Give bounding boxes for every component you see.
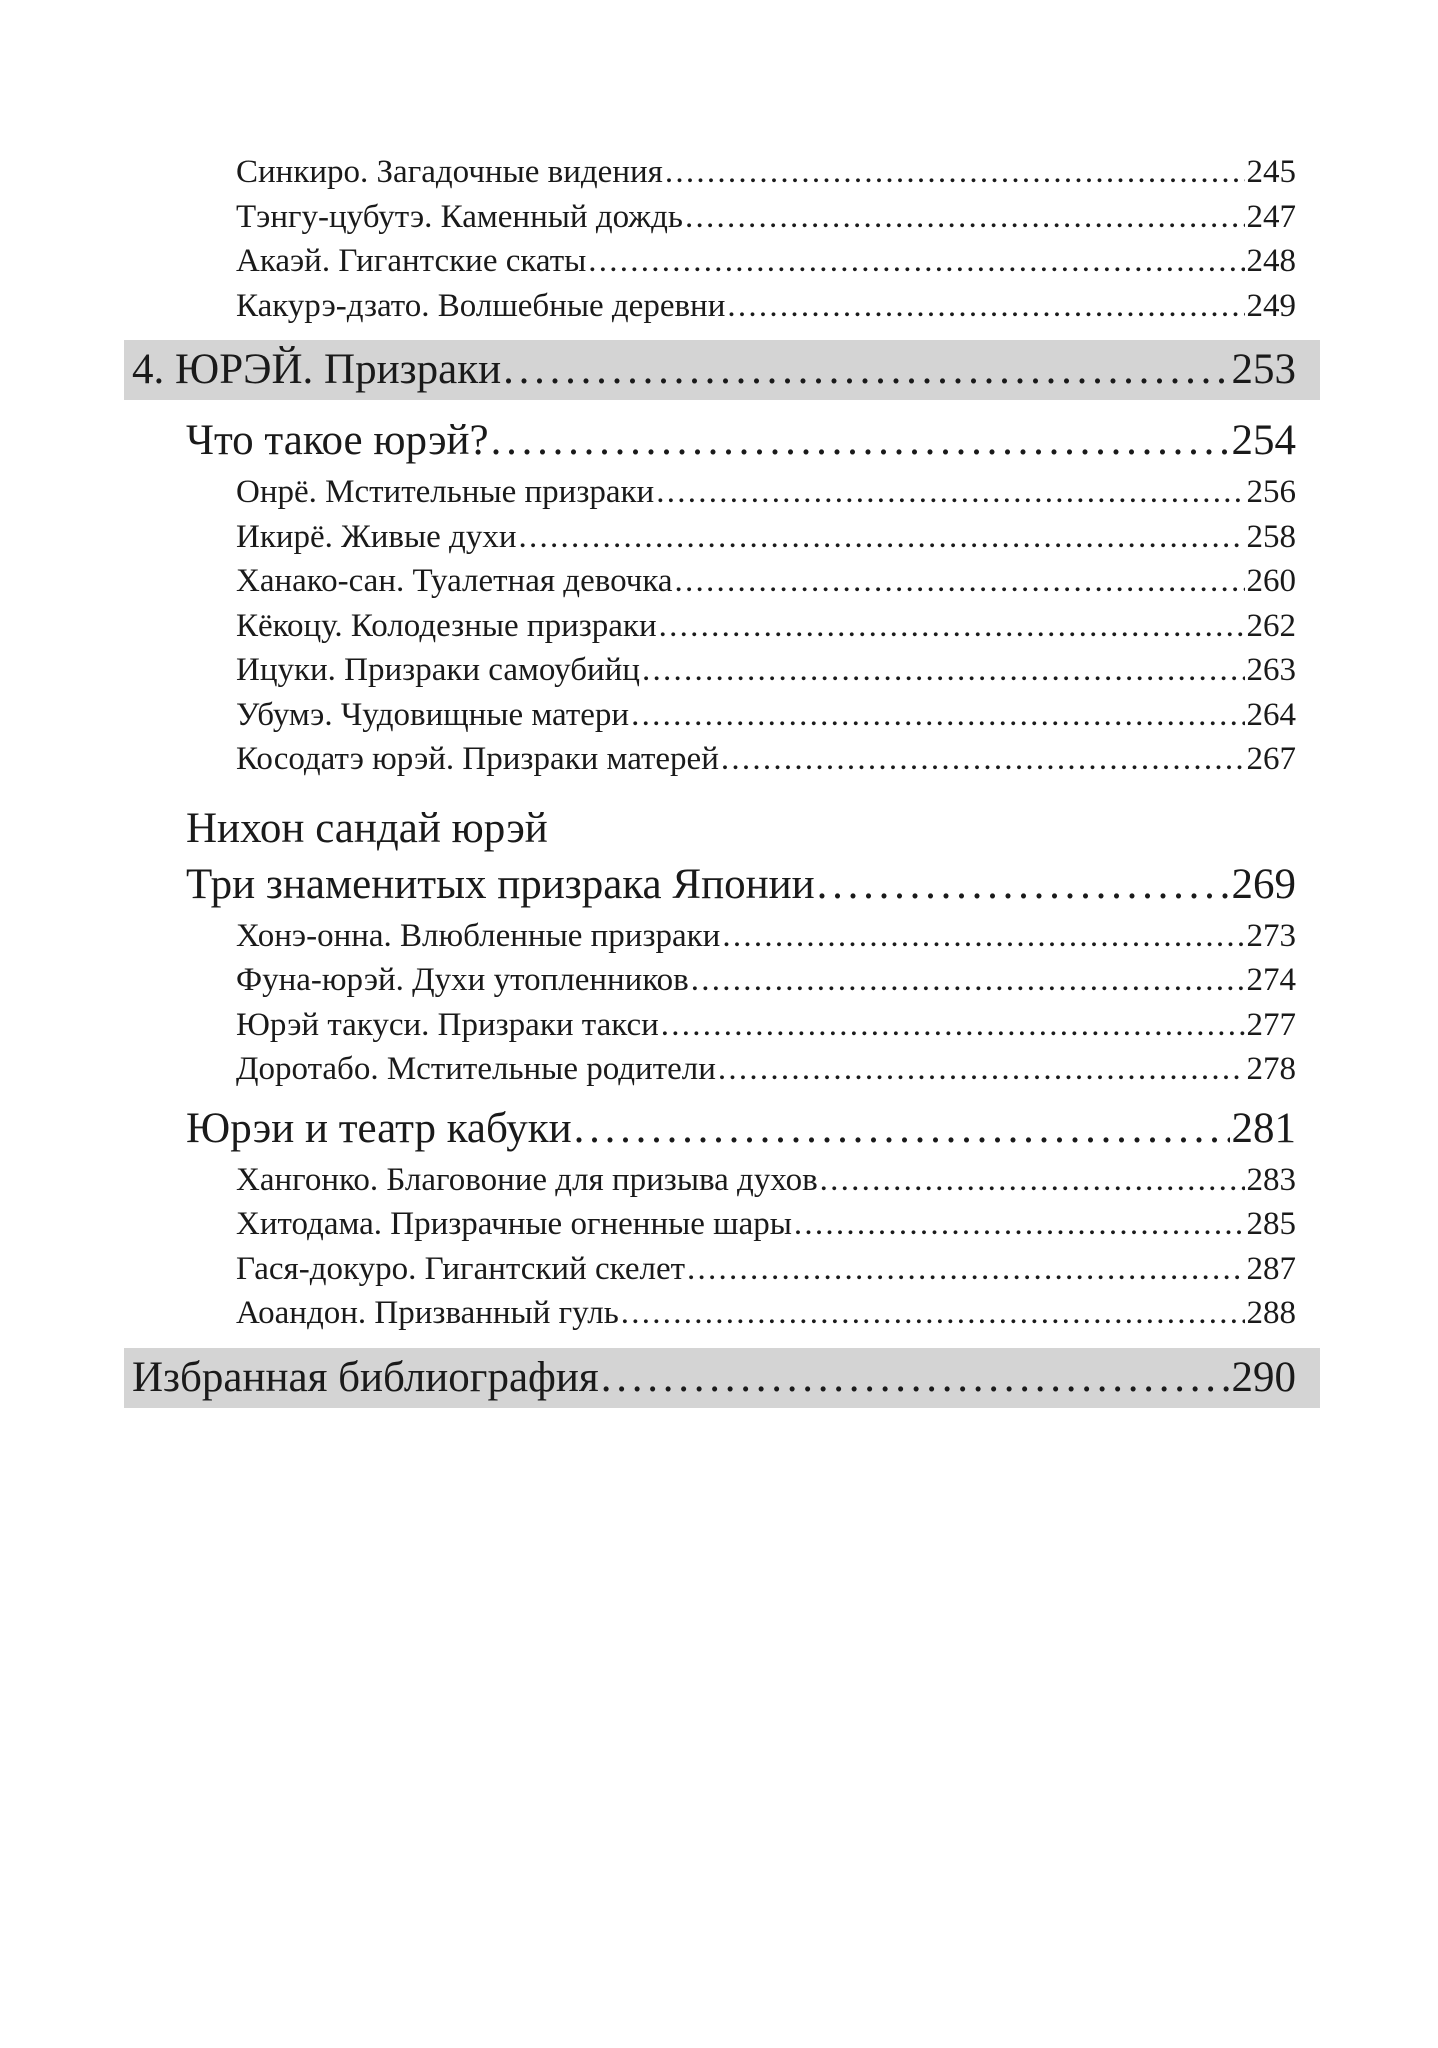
- toc-entry[interactable]: Доротабо. Мстительные родители . . . 278: [124, 1047, 1320, 1092]
- toc-entry[interactable]: Синкиро. Загадочные видения . . . 245: [124, 150, 1320, 195]
- dot-leader: [656, 470, 1244, 515]
- dot-leader: [794, 1202, 1245, 1247]
- dot-leader: [661, 1003, 1245, 1048]
- toc-chapter-heading[interactable]: 4. ЮРЭЙ. Призраки . . . 253: [124, 340, 1320, 400]
- toc-entry[interactable]: Икирё. Живые духи . . . 258: [124, 515, 1320, 560]
- table-of-contents: [124, 150, 1320, 1408]
- dot-leader: [642, 648, 1245, 693]
- toc-entry[interactable]: Хонэ-онна. Влюбленные призраки . . . 273: [124, 914, 1320, 959]
- dot-leader: [588, 239, 1244, 284]
- dot-leader: [691, 958, 1245, 1003]
- dot-leader: [659, 604, 1245, 649]
- dot-leader: [621, 1291, 1245, 1336]
- dot-leader: [718, 1047, 1245, 1092]
- toc-entry[interactable]: Кёкоцу. Колодезные призраки . . . 262: [124, 604, 1320, 649]
- toc-section-heading[interactable]: Что такое юрэй? . . . 254: [124, 412, 1320, 470]
- toc-section-heading[interactable]: Юрэи и театр кабуки . . . 281: [124, 1100, 1320, 1158]
- dot-leader: [491, 412, 1230, 470]
- toc-entry[interactable]: Акаэй. Гигантские скаты . . . 248: [124, 239, 1320, 284]
- dot-leader: [574, 1100, 1230, 1158]
- toc-entry[interactable]: Хангонко. Благовоние для призыва духов . . . 283: [124, 1158, 1320, 1203]
- toc-entry[interactable]: Аоандон. Призванный гуль . . . 288: [124, 1291, 1320, 1336]
- toc-entry[interactable]: Фуна-юрэй. Духи утопленников . . . 274: [124, 958, 1320, 1003]
- toc-entry[interactable]: Ицуки. Призраки самоубийц . . . 263: [124, 648, 1320, 693]
- dot-leader: [817, 856, 1230, 914]
- dot-leader: [820, 1158, 1245, 1203]
- toc-entry[interactable]: Тэнгу-цубутэ. Каменный дождь . . . 247: [124, 195, 1320, 240]
- toc-chapter-heading[interactable]: Избранная библиография . . . 290: [124, 1348, 1320, 1408]
- dot-leader: [685, 195, 1245, 240]
- dot-leader: [665, 150, 1245, 195]
- dot-leader: [721, 737, 1245, 782]
- dot-leader: [601, 1348, 1230, 1408]
- dot-leader: [687, 1247, 1244, 1292]
- toc-entry[interactable]: Онрё. Мстительные призраки . . . 256: [124, 470, 1320, 515]
- toc-entry[interactable]: Косодатэ юрэй. Призраки матерей . . . 267: [124, 737, 1320, 782]
- toc-entry[interactable]: Хитодама. Призрачные огненные шары . . . 285: [124, 1202, 1320, 1247]
- toc-entry[interactable]: Ханако-сан. Туалетная девочка . . . 260: [124, 559, 1320, 604]
- toc-entry[interactable]: Юрэй такуси. Призраки такси . . . 277: [124, 1003, 1320, 1048]
- dot-leader: [727, 284, 1244, 329]
- toc-section-heading[interactable]: Три знаменитых призрака Японии . . . 269: [124, 856, 1320, 914]
- dot-leader: [631, 693, 1244, 738]
- toc-entry[interactable]: Гася-докуро. Гигантский скелет . . . 287: [124, 1247, 1320, 1292]
- toc-entry[interactable]: Какурэ-дзато. Волшебные деревни . . . 249: [124, 284, 1320, 329]
- dot-leader: [722, 914, 1244, 959]
- toc-entry[interactable]: Убумэ. Чудовищные матери . . . 264: [124, 693, 1320, 738]
- dot-leader: [503, 340, 1229, 400]
- dot-leader: [519, 515, 1245, 560]
- dot-leader: [675, 559, 1245, 604]
- toc-section-heading-line1: Нихон сандай юрэй: [186, 804, 548, 852]
